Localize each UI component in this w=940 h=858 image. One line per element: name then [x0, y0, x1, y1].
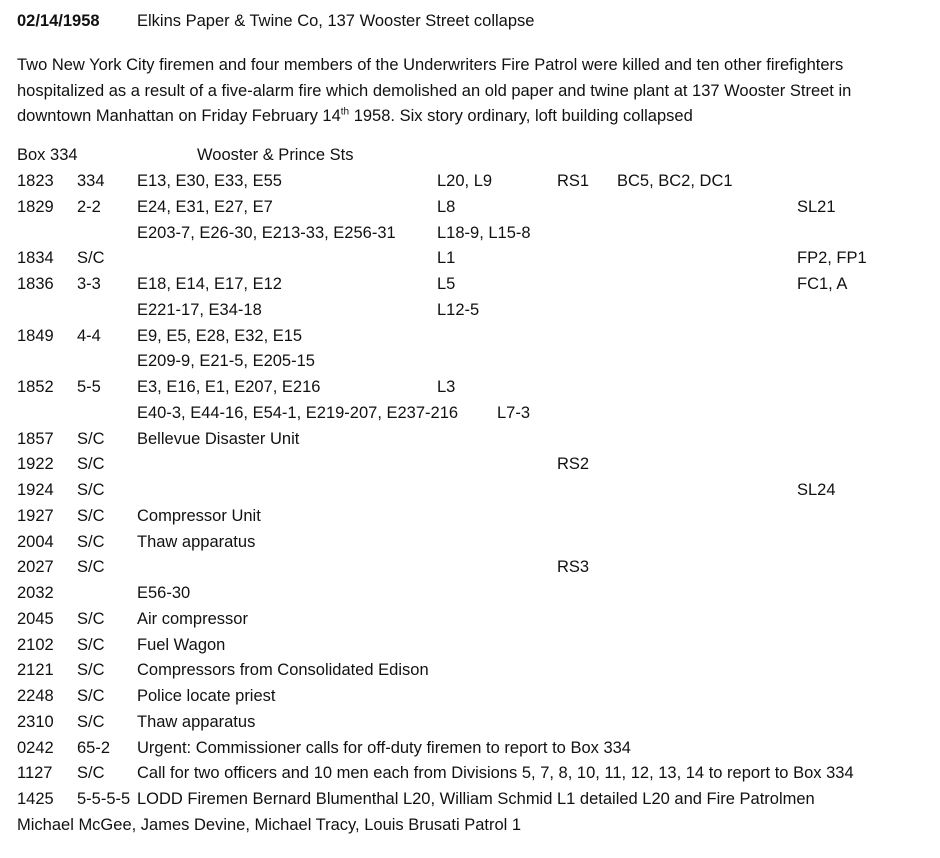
log-engines: E209-9, E21-5, E205-15: [137, 352, 315, 371]
log-row: [0, 555, 940, 581]
log-time: 1924: [17, 481, 54, 499]
log-engines: E203-7, E26-30, E213-33, E256-31: [137, 223, 396, 242]
intro-text-end: 1958. Six story ordinary, loft building collapsed: [349, 107, 693, 125]
log-engines: E221-17, E34-18: [137, 300, 262, 319]
log-ladders: L12-5: [437, 300, 480, 319]
intro-paragraph: [17, 53, 927, 130]
log-engines: E18, E14, E17, E12: [137, 275, 282, 293]
log-code: S/C: [77, 249, 105, 268]
document-header: [17, 10, 534, 32]
log-engines: Fuel Wagon: [137, 635, 226, 654]
log-row: [0, 736, 940, 762]
log-rescue: RS3: [557, 558, 590, 577]
log-rescue: RS1: [557, 172, 590, 190]
log-row: [0, 298, 940, 324]
log-code: 3-3: [77, 275, 101, 293]
log-row: [0, 761, 940, 787]
log-row: [0, 272, 940, 298]
box-header-row: [0, 143, 940, 169]
log-time: 1425: [17, 790, 54, 808]
log-engines: E3, E16, E1, E207, E216: [137, 378, 321, 396]
log-code: S/C: [77, 481, 105, 499]
log-row: [0, 607, 940, 633]
log-engines: Compressors from Consolidated Edison: [137, 661, 429, 680]
log-time: 1852: [17, 378, 54, 396]
log-ladders: L8: [437, 197, 456, 216]
log-time: 2027: [17, 558, 54, 577]
log-row: [0, 504, 940, 530]
log-engines: Call for two officers and 10 men each from Divisions 5, 7, 8, 10, 11, 12, 13, 14 to report to Box 334: [137, 764, 854, 783]
log-special: SL21: [797, 197, 836, 216]
log-code: 2-2: [77, 197, 101, 216]
log-row: [0, 684, 940, 710]
incident-date: 02/14/1958: [17, 12, 100, 30]
log-ladders-extra: L7-3: [497, 403, 531, 422]
log-row: [0, 195, 940, 221]
log-engines: E56-30: [137, 584, 191, 602]
log-ladders: L18-9, L15-8: [437, 223, 531, 242]
log-row: [0, 349, 940, 375]
log-engines: Thaw apparatus: [137, 532, 256, 551]
log-row: [0, 169, 940, 195]
log-row: [0, 710, 940, 736]
log-chiefs: BC5, BC2, DC1: [617, 172, 733, 190]
log-time: 1834: [17, 249, 54, 268]
log-engines: E24, E31, E27, E7: [137, 197, 273, 216]
intro-text: Two New York City firemen and four members of the Underwriters Fire Patrol were killed and ten other firefighters hospitalized as a result of a five-alarm fire which demolished an old paper and twine plant at 137 Wooster Street in downtown Manhattan on Friday February 14: [17, 56, 852, 125]
log-row: [0, 452, 940, 478]
log-ladders: L5: [437, 275, 456, 293]
log-time: 2045: [17, 609, 54, 628]
log-time: 0242: [17, 738, 54, 757]
log-engines: Compressor Unit: [137, 506, 261, 525]
log-row: [0, 375, 940, 401]
box-label: Box 334: [17, 146, 78, 164]
log-code: S/C: [77, 506, 105, 525]
log-time: 1823: [17, 172, 54, 190]
log-code: 334: [77, 172, 105, 190]
log-code: S/C: [77, 764, 105, 783]
log-row: [0, 221, 940, 247]
log-rescue: RS2: [557, 455, 590, 474]
log-row: [0, 401, 940, 427]
log-code: S/C: [77, 661, 105, 680]
log-row: [0, 427, 940, 453]
log-engines: E40-3, E44-16, E54-1, E219-207, E237-216: [137, 403, 459, 422]
log-code: 5-5-5-5: [77, 790, 131, 808]
log-special: FP2, FP1: [797, 249, 867, 268]
log-code: S/C: [77, 558, 105, 577]
log-engines: LODD Firemen Bernard Blumenthal L20, William Schmid L1 detailed L20 and Fire Patrolmen: [137, 790, 815, 808]
log-engines: Police locate priest: [137, 687, 276, 705]
log-code: S/C: [77, 429, 105, 448]
log-code: S/C: [77, 455, 105, 474]
incident-title: Elkins Paper & Twine Co, 137 Wooster Street collapse: [137, 12, 535, 30]
intro-superscript: th: [340, 106, 350, 118]
log-ladders: L3: [437, 378, 456, 396]
log-code: S/C: [77, 635, 105, 654]
log-code: S/C: [77, 687, 105, 705]
log-time: 1849: [17, 326, 54, 345]
log-ladders: L1: [437, 249, 456, 268]
log-special: SL24: [797, 481, 836, 499]
log-engines: E13, E30, E33, E55: [137, 172, 282, 190]
closing-line: Michael McGee, James Devine, Michael Tracy, Louis Brusati Patrol 1: [17, 816, 522, 834]
log-time: 2248: [17, 687, 54, 705]
box-location: Wooster & Prince Sts: [197, 146, 354, 164]
log-ladders: L20, L9: [437, 172, 493, 190]
log-time: 2102: [17, 635, 54, 654]
log-engines: E9, E5, E28, E32, E15: [137, 326, 303, 345]
log-time: 1127: [17, 764, 53, 783]
log-special: FC1, A: [797, 275, 848, 293]
log-row: [0, 787, 940, 813]
log-code: 5-5: [77, 378, 101, 396]
log-engines: Thaw apparatus: [137, 712, 256, 731]
log-time: 2004: [17, 532, 54, 551]
log-code: S/C: [77, 609, 105, 628]
log-engines: Urgent: Commissioner calls for off-duty firemen to report to Box 334: [137, 738, 631, 757]
log-code: 4-4: [77, 326, 101, 345]
log-row: [0, 246, 940, 272]
log-time: 2121: [17, 661, 54, 680]
log-time: 2032: [17, 584, 54, 602]
log-engines: Air compressor: [137, 609, 248, 628]
log-time: 1836: [17, 275, 54, 293]
log-row: [0, 581, 940, 607]
log-time: 1922: [17, 455, 54, 474]
log-code: 65-2: [77, 738, 111, 757]
log-time: 2310: [17, 712, 54, 731]
log-engines: Bellevue Disaster Unit: [137, 429, 300, 448]
log-row: [0, 478, 940, 504]
log-code: S/C: [77, 532, 105, 551]
log-code: S/C: [77, 712, 105, 731]
log-row: [0, 530, 940, 556]
log-time: 1829: [17, 197, 54, 216]
log-row: [0, 658, 940, 684]
log-row: [0, 633, 940, 659]
log-row: [0, 324, 940, 350]
log-time: 1927: [17, 506, 54, 525]
log-time: 1857: [17, 429, 54, 448]
